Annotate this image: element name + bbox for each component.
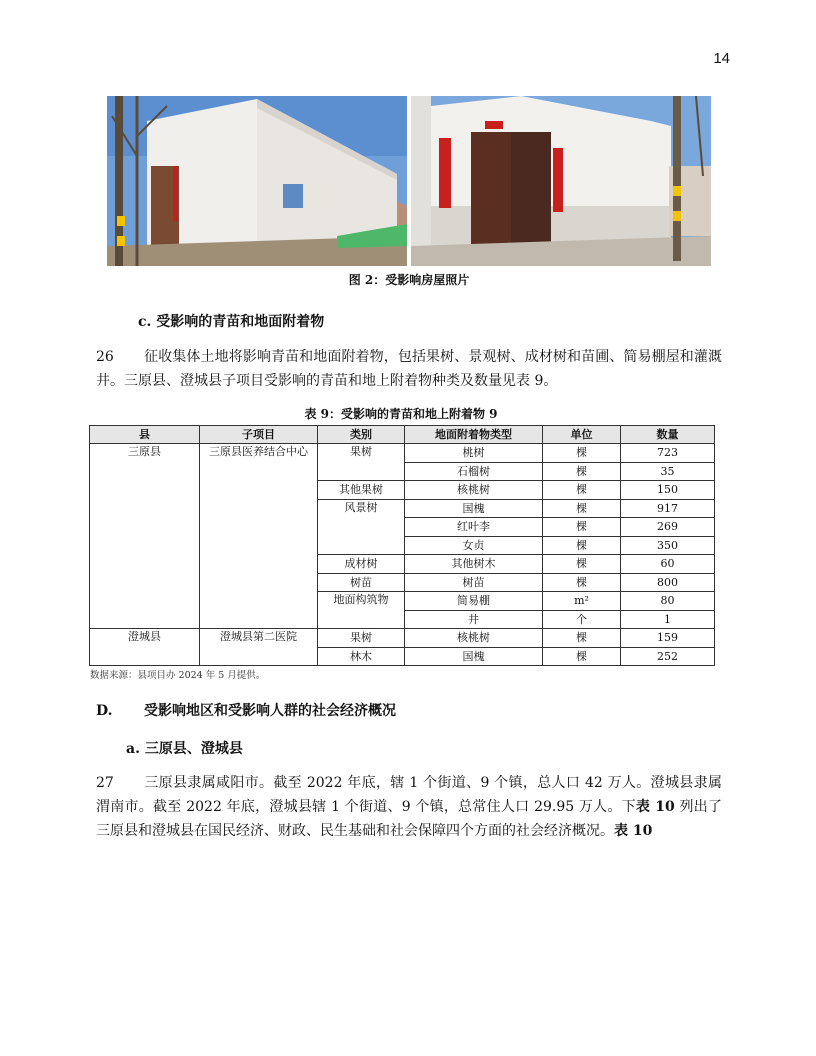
type-cell: 国槐 bbox=[405, 499, 543, 518]
quantity-cell: 917 bbox=[621, 499, 715, 518]
column-header: 县 bbox=[90, 426, 200, 444]
affected-house-photo-right bbox=[411, 96, 711, 266]
paragraph-text: 列出了三原县和澄城县在国民经济、财政、民生基础和社会保障四个方面的社会经济概况。 bbox=[96, 799, 722, 839]
type-cell: 国槐 bbox=[405, 647, 543, 666]
unit-cell: 棵 bbox=[543, 481, 621, 500]
column-header: 地面附着物类型 bbox=[405, 426, 543, 444]
paragraph-27 bbox=[96, 771, 722, 843]
type-cell: 简易棚 bbox=[405, 592, 543, 611]
column-header: 数量 bbox=[621, 426, 715, 444]
quantity-cell: 150 bbox=[621, 481, 715, 500]
affected-house-photo-left bbox=[107, 96, 407, 266]
type-cell: 红叶李 bbox=[405, 518, 543, 537]
paragraph-number: 26 bbox=[96, 349, 114, 365]
quantity-cell: 80 bbox=[621, 592, 715, 611]
quantity-cell: 269 bbox=[621, 518, 715, 537]
table-reference: 表 10 bbox=[614, 823, 653, 839]
quantity-cell: 252 bbox=[621, 647, 715, 666]
category-cell: 其他果树 bbox=[318, 481, 405, 500]
page-number: 14 bbox=[713, 50, 730, 67]
category-cell: 果树 bbox=[318, 444, 405, 481]
category-cell: 成材树 bbox=[318, 555, 405, 574]
unit-cell: 棵 bbox=[543, 536, 621, 555]
section-letter: D. bbox=[96, 703, 113, 719]
quantity-cell: 350 bbox=[621, 536, 715, 555]
unit-cell: 棵 bbox=[543, 555, 621, 574]
quantity-cell: 723 bbox=[621, 444, 715, 463]
quantity-cell: 60 bbox=[621, 555, 715, 574]
type-cell: 核桃树 bbox=[405, 481, 543, 500]
column-header: 子项目 bbox=[200, 426, 318, 444]
table-source-note: 数据来源：县项目办 2024 年 5 月提供。 bbox=[90, 670, 266, 681]
figure-caption: 图 2：受影响房屋照片 bbox=[348, 273, 470, 287]
column-header: 类别 bbox=[318, 426, 405, 444]
paragraph-text: 征收集体土地将影响青苗和地面附着物，包括果树、景观树、成材树和苗圃、简易棚屋和灌溉井。三原县、澄城县子项目受影响的青苗和地上附着物种类及数量见表 9。 bbox=[96, 349, 722, 389]
category-cell: 地面构筑物 bbox=[318, 592, 405, 629]
quantity-cell: 35 bbox=[621, 462, 715, 481]
type-cell: 女贞 bbox=[405, 536, 543, 555]
section-title: 受影响地区和受影响人群的社会经济概况 bbox=[144, 703, 396, 719]
county-cell: 三原县 bbox=[90, 444, 200, 629]
paragraph-26 bbox=[96, 345, 722, 393]
type-cell: 树苗 bbox=[405, 573, 543, 592]
type-cell: 桃树 bbox=[405, 444, 543, 463]
unit-cell: 棵 bbox=[543, 518, 621, 537]
table-row bbox=[90, 629, 715, 648]
unit-cell: 棵 bbox=[543, 462, 621, 481]
subproject-cell: 澄城县第二医院 bbox=[200, 629, 318, 666]
subsection-a-heading: a. 三原县、澄城县 bbox=[126, 741, 243, 757]
column-header: 单位 bbox=[543, 426, 621, 444]
affected-crops-table bbox=[89, 425, 715, 666]
unit-cell: 个 bbox=[543, 610, 621, 629]
unit-cell: m² bbox=[543, 592, 621, 611]
category-cell: 林木 bbox=[318, 647, 405, 666]
table-reference: 表 10 bbox=[635, 799, 675, 815]
type-cell: 石榴树 bbox=[405, 462, 543, 481]
type-cell: 其他树木 bbox=[405, 555, 543, 574]
unit-cell: 棵 bbox=[543, 573, 621, 592]
table-row bbox=[90, 444, 715, 463]
unit-cell: 棵 bbox=[543, 629, 621, 648]
table-9-title: 表 9：受影响的青苗和地上附着物 9 bbox=[304, 407, 498, 421]
type-cell: 井 bbox=[405, 610, 543, 629]
section-d-heading bbox=[96, 700, 396, 720]
category-cell: 树苗 bbox=[318, 573, 405, 592]
unit-cell: 棵 bbox=[543, 647, 621, 666]
category-cell: 风景树 bbox=[318, 499, 405, 555]
table-header-row bbox=[90, 426, 715, 444]
subproject-cell: 三原县医养结合中心 bbox=[200, 444, 318, 629]
unit-cell: 棵 bbox=[543, 499, 621, 518]
quantity-cell: 159 bbox=[621, 629, 715, 648]
subsection-c-heading: c. 受影响的青苗和地面附着物 bbox=[138, 314, 325, 330]
county-cell: 澄城县 bbox=[90, 629, 200, 666]
figure-2-photos bbox=[107, 96, 711, 266]
unit-cell: 棵 bbox=[543, 444, 621, 463]
category-cell: 果树 bbox=[318, 629, 405, 648]
paragraph-number: 27 bbox=[96, 775, 114, 791]
quantity-cell: 1 bbox=[621, 610, 715, 629]
type-cell: 核桃树 bbox=[405, 629, 543, 648]
paragraph-text: 三原县隶属咸阳市。截至 2022 年底，辖 1 个街道、9 个镇，总人口 42 万人。澄城县隶属渭南市。截至 2022 年底，澄城县辖 1 个街道、9 个镇，总常住人口 29.95 万人。下 bbox=[96, 775, 722, 815]
quantity-cell: 800 bbox=[621, 573, 715, 592]
